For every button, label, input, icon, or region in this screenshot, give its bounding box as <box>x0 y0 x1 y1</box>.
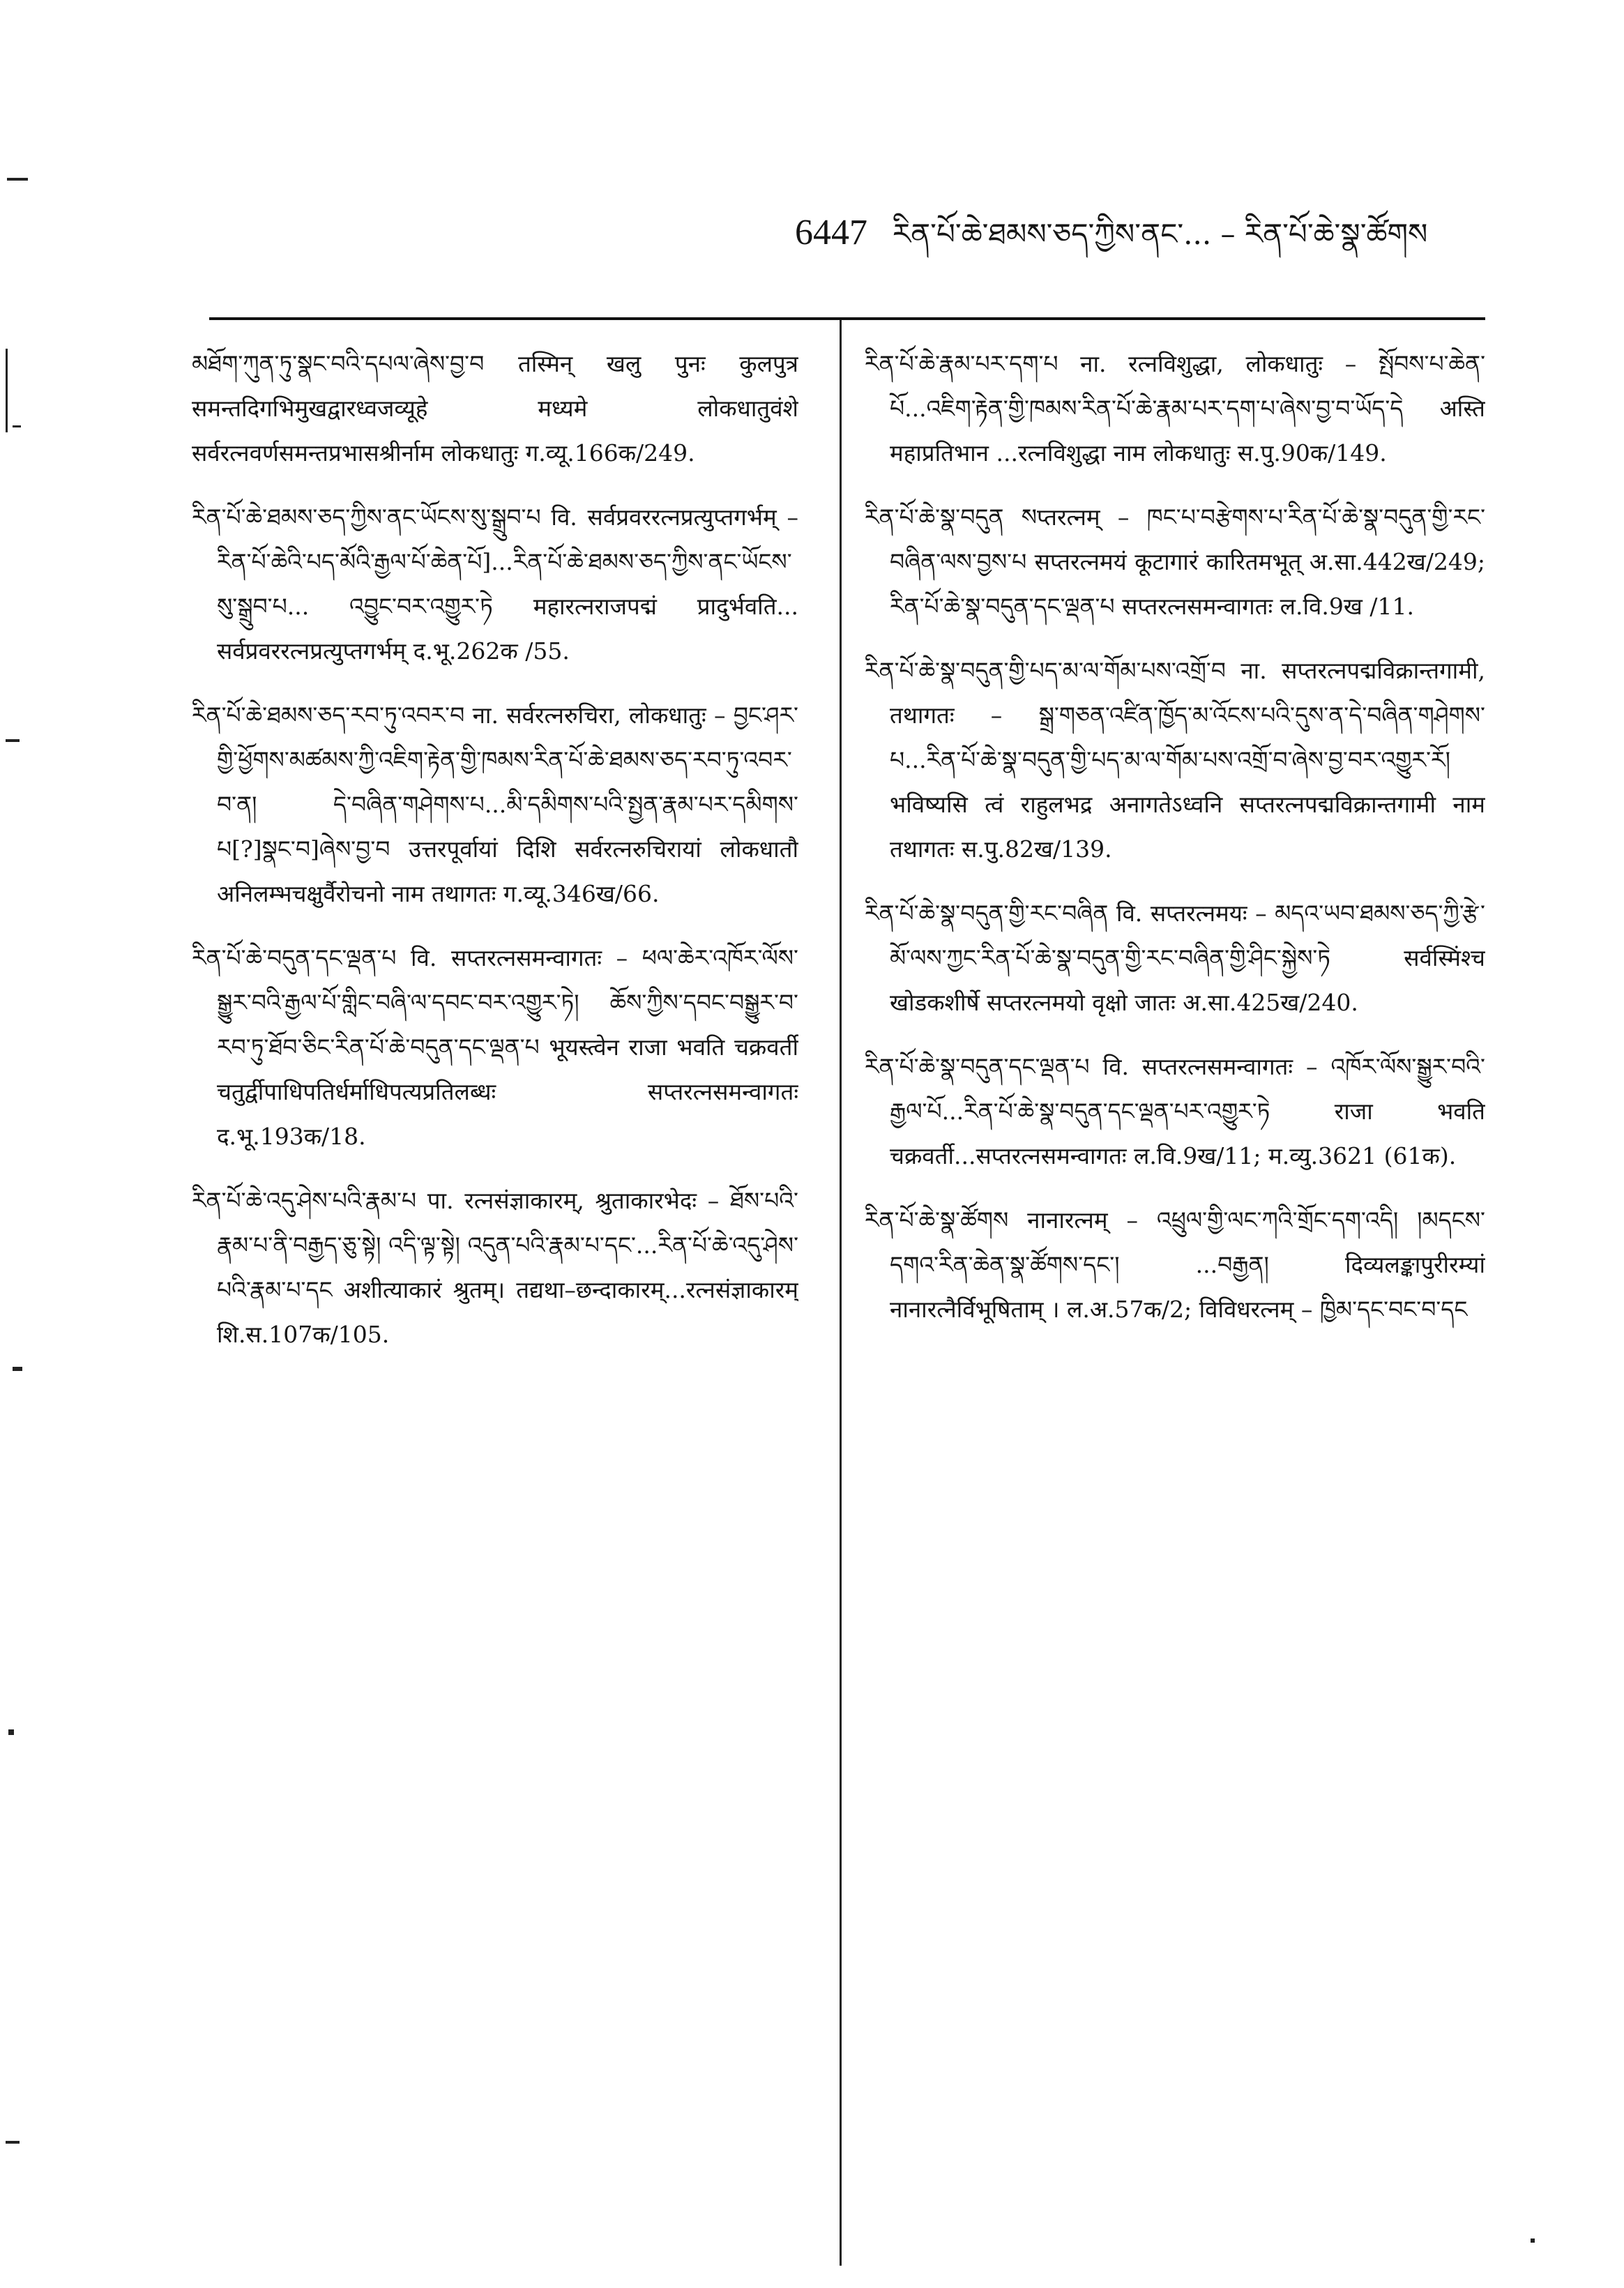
margin-mark <box>13 425 21 427</box>
dictionary-entry: རིན་པོ་ཆེ་འདུ་ཤེས་པའི་རྣམ་པ पा. रत्नसंज्ञाकारम्, श्रुताकारभेदः – ཐོས་པའི་རྣམ་པ་ནི་བརྒྱད་ཅུ་སྟེ། འདི་ལྟ་སྟེ། འདུན་པའི་རྣམ་པ་དང་...རིན་པོ་ཆེ་འདུ་ཤེས་པའི་རྣམ་པ་དང अशीत्याकारं श्रुतम्। तद्यथा–छन्दाकारम्...रत्नसंज्ञाकारम् शि.स.107क/105. <box>192 1187 798 1348</box>
margin-mark <box>8 1729 14 1735</box>
running-head: རིན་པོ་ཆེ་ཐམས་ཅད་ཀྱིས་ནང་... – རིན་པོ་ཆེ་སྣ་ཚོགས <box>893 217 1428 251</box>
margin-mark <box>6 349 8 432</box>
dictionary-entry: རིན་པོ་ཆེ་སྣ་བདུན་གྱི་པད་མ་ལ་གོམ་པས་འགྲོ་བ ना. सप्तरत्नपद्मविक्रान्तगामी, तथागतः – སྒྲ་གཅན་འཛིན་ཁྱོད་མ་འོངས་པའི་དུས་ན་དེ་བཞིན་གཤེགས་པ...རིན་པོ་ཆེ་སྣ་བདུན་གྱི་པད་མ་ལ་གོམ་པས་འགྲོ་བ་ཞེས་བྱ་བར་འགྱུར་རོ། भविष्यसि त्वं राहुलभद्र अनागतेऽध्वनि सप्तरत्नपद्मविक्रान्तगामी नाम तथागतः स.पु.82ख/139. <box>865 657 1485 863</box>
dictionary-entry: རིན་པོ་ཆེ་སྣ་བདུན་གྱི་རང་བཞིན वि. सप्तरत्नमयः – མདའ་ཡབ་ཐམས་ཅད་ཀྱི་རྩེ་མོ་ལས་ཀྱང་རིན་པོ་ཆེ་སྣ་བདུན་གྱི་རང་བཞིན་གྱི་ཤིང་སྐྱེས་ཏེ सर्वस्मिंश्च खोडकशीर्षे सप्तरत्नमयो वृक्षो जातः अ.सा.425ख/240. <box>865 900 1485 1016</box>
column-divider <box>840 320 842 2266</box>
dictionary-entry: རིན་པོ་ཆེ་བདུན་དང་ལྡན་པ वि. सप्तरत्नसमन्वागतः – ཕལ་ཆེར་འཁོར་ལོས་སྒྱུར་བའི་རྒྱལ་པོ་གླིང་བཞི་ལ་དབང་བར་འགྱུར་ཏེ། ཆོས་ཀྱིས་དབང་བསྒྱུར་བ་རབ་ཏུ་ཐོབ་ཅིང་རིན་པོ་ཆེ་བདུན་དང་ལྡན་པ भूयस्त्वेन राजा भवति चक्रवर्ती चतुर्द्वीपाधिपतिर्धर्माधिपत्यप्रतिलब्धः सप्तरत्नसमन्वागतः द.भू.193क/18. <box>192 944 798 1150</box>
dictionary-entry: མཐོག་ཀུན་ཏུ་སྣང་བའི་དཔལ་ཞེས་བྱ་བ तस्मिन् खलु पुनः कुलपुत्र समन्तदिगभिमुखद्वारध्वजव्यूहे मध्यमे लोकधातुवंशे सर्वरत्नवर्णसमन्तप्रभासश्रीर्नाम लोकधातुः ग.व्यू.166क/249. <box>192 350 798 467</box>
dictionary-entry: རིན་པོ་ཆེ་ཐམས་ཅད་ཀྱིས་ནང་ཡོངས་སུ་སྒྲུབ་པ वि. सर्वप्रवररत्नप्रत्युप्तगर्भम् – རིན་པོ་ཆེའི་པད་མོའི་རྒྱལ་པོ་ཆེན་པོ]...རིན་པོ་ཆེ་ཐམས་ཅད་ཀྱིས་ནང་ཡོངས་སུ་སྒྲུབ་པ... འབྱུང་བར་འགྱུར་ཏེ महारत्नराजपद्मं प्रादुर्भवति... सर्वप्रवररत्नप्रत्युप्तगर्भम् द.भू.262क /55. <box>192 503 798 665</box>
dictionary-entry: རིན་པོ་ཆེ་སྣ་ཚོགས नानारत्नम् – འཕྲུལ་གྱི་ལང་ཀའི་གྲོང་དག་འདི། །མདངས་དགའ་རིན་ཆེན་སྣ་ཚོགས་དང་། ...བརྒྱན། दिव्यलङ्कापुरीरम्यां नानारत्नैर्विभूषिताम् । ल.अ.57क/2; विविधरत्नम् – ཁྱིམ་དང་བང་བ་དང <box>865 1206 1485 1323</box>
margin-mark <box>6 2141 20 2144</box>
page-header <box>795 209 1506 279</box>
dictionary-entry: རིན་པོ་ཆེ་སྣ་བདུན སप्तरत्नम् – ཁང་པ་བརྩེགས་པ་རིན་པོ་ཆེ་སྣ་བདུན་གྱི་རང་བཞིན་ལས་བྱས་པ सप्तरत्नमयं कूटागारं कारितमभूत् अ.सा.442ख/249; རིན་པོ་ཆེ་སྣ་བདུན་དང་ལྡན་པ सप्तरत्नसमन्वागतः ल.वि.9ख /11. <box>865 503 1485 620</box>
left-column <box>192 342 798 2238</box>
margin-mark <box>1531 2238 1535 2243</box>
page-number: 6447 <box>795 213 867 252</box>
margin-mark <box>7 178 28 181</box>
dictionary-entry: རིན་པོ་ཆེ་རྣམ་པར་དག་པ ना. रत्नविशुद्धा, लोकधातुः – སྤོབས་པ་ཆེན་པོ...འཇིག་རྟེན་གྱི་ཁམས་རིན་པོ་ཆེ་རྣམ་པར་དག་པ་ཞེས་བྱ་བ་ཡོད་དེ अस्ति महाप्रतिभान ...रत्नविशुद्धा नाम लोकधातुः स.पु.90क/149. <box>865 350 1485 467</box>
right-column <box>865 342 1485 2238</box>
margin-mark <box>13 1367 22 1371</box>
margin-mark <box>6 739 20 742</box>
dictionary-entry: རིན་པོ་ཆེ་ཐམས་ཅད་རབ་ཏུ་འབར་བ ना. सर्वरत्नरुचिरा, लोकधातुः – བྱང་ཤར་གྱི་ཕྱོགས་མཚམས་ཀྱི་འཇིག་རྟེན་གྱི་ཁམས་རིན་པོ་ཆེ་ཐམས་ཅད་རབ་ཏུ་འབར་བ་ན། དེ་བཞིན་གཤེགས་པ...མི་དམིགས་པའི་སྤྱན་རྣམ་པར་དམིགས་པ[?]སྣང་བ]ཞེས་བྱ་བ उत्तरपूर्वायां दिशि सर्वरत्नरुचिरायां लोकधातौ अनिलम्भचक्षुर्वैरोचनो नाम तथागतः ग.व्यू.346ख/66. <box>192 702 798 907</box>
dictionary-entry: རིན་པོ་ཆེ་སྣ་བདུན་དང་ལྡན་པ वि. सप्तरत्नसमन्वागतः – འཁོར་ལོས་སྒྱུར་བའི་རྒྱལ་པོ...རིན་པོ་ཆེ་སྣ་བདུན་དང་ལྡན་པར་འགྱུར་ཏེ राजा भवति चक्रवर्ती...सप्तरत्नसमन्वागतः ल.वि.9ख/11; म.व्यु.3621 (61क). <box>865 1053 1485 1169</box>
header-rule <box>209 317 1485 320</box>
